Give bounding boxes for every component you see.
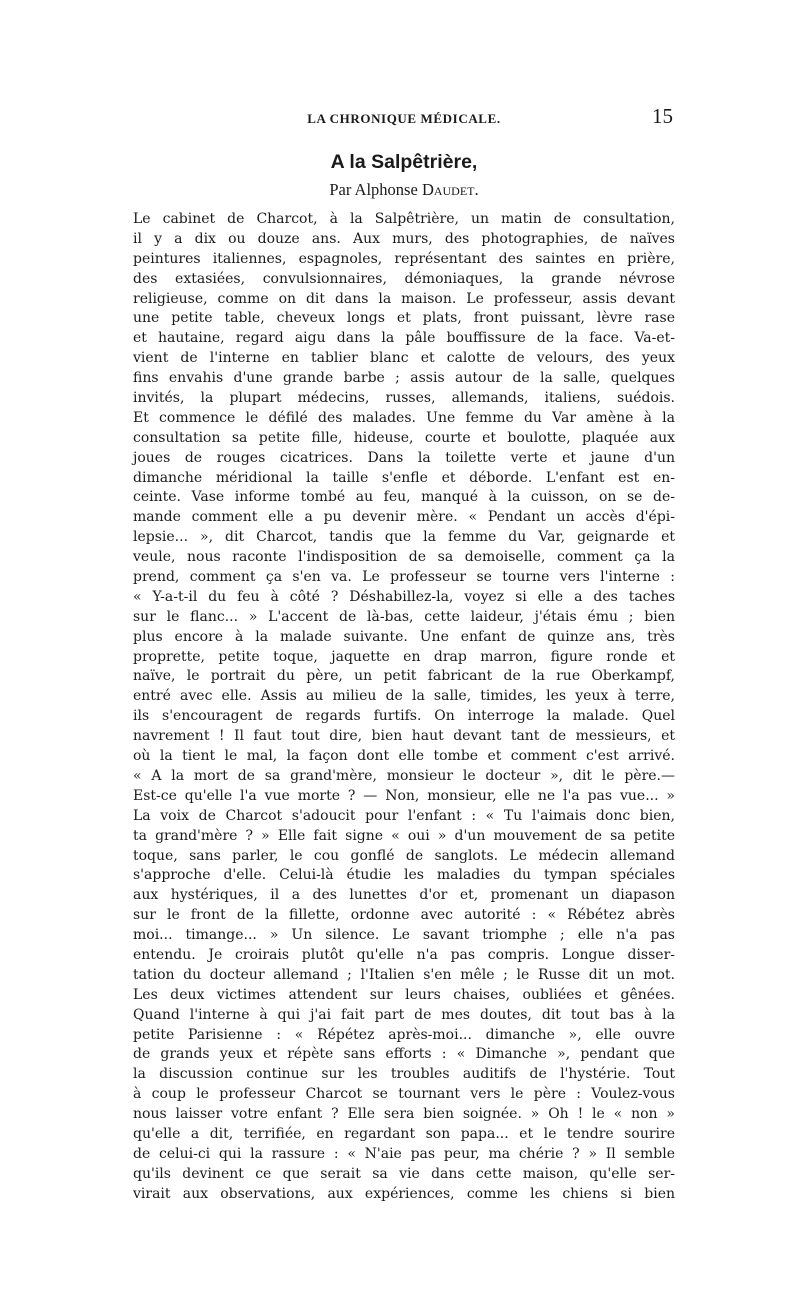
text-line: qu'elle a dit, terrifiée, en regardant son papa... et le tendre sourire — [133, 1125, 675, 1142]
text-line: et hautaine, regard aigu dans la pâle bouffissure de la face. Va-et- — [133, 330, 675, 347]
byline-prefix: Par Alphonse — [329, 180, 422, 199]
text-line: s'approche d'elle. Celui-là étudie les maladies du tympan spéciales — [133, 867, 675, 884]
text-line: plus encore à la malade suivante. Une enfant de quinze ans, très — [133, 628, 675, 645]
text-line: vient de l'interne en tablier blanc et calotte de velours, des yeux — [133, 350, 675, 367]
text-line: Les deux victimes attendent sur leurs chaises, oubliées et gênées. — [133, 986, 675, 1003]
article-byline — [133, 180, 675, 200]
text-line: invités, la plupart médecins, russes, allemands, italiens, suédois. — [133, 390, 675, 407]
text-line: ceinte. Vase informe tombé au feu, manqué à la cuisson, on se de- — [133, 489, 675, 506]
text-line: tation du docteur allemand ; l'Italien s'en mêle ; le Russe dit un mot. — [133, 966, 675, 983]
text-line: de grands yeux et répète sans efforts : « Dimanche », pendant que — [133, 1046, 675, 1063]
page-number: 15 — [652, 104, 673, 128]
text-line: ils s'encouragent de regards furtifs. On interroge la malade. Quel — [133, 708, 675, 725]
text-line: « Y-a-t-il du feu à côté ? Déshabillez-la, voyez si elle a des taches — [133, 588, 675, 605]
text-line: la discussion continue sur les troubles auditifs de l'hystérie. Tout — [133, 1066, 675, 1083]
text-line: navrement ! Il faut tout dire, bien haut devant tant de messieurs, et — [133, 728, 675, 745]
text-line: naïve, le portrait du père, un petit fabricant de la rue Oberkampf, — [133, 668, 675, 685]
text-line: moi... timange... » Un silence. Le savant triomphe ; elle n'a pas — [133, 927, 675, 944]
text-line: ta grand'mère ? » Elle fait signe « oui » d'un mouvement de sa petite — [133, 827, 675, 844]
text-line: dimanche méridional la taille s'enfle et déborde. L'enfant est en- — [133, 469, 675, 486]
text-line: toque, sans parler, le cou gonflé de sanglots. Le médecin allemand — [133, 847, 675, 864]
text-line: peintures italiennes, espagnoles, représentant des saintes en prière, — [133, 250, 675, 267]
text-line: à coup le professeur Charcot se tournant vers le père : Voulez-vous — [133, 1086, 675, 1103]
text-line: mande comment elle a pu devenir mère. « Pendant un accès d'épi- — [133, 509, 675, 526]
text-line: aux hystériques, il a des lunettes d'or et, promenant un diapason — [133, 887, 675, 904]
text-line: petite Parisienne : « Répétez après-moi... dimanche », elle ouvre — [133, 1026, 675, 1043]
text-line: de celui-ci qui la rassure : « N'aie pas peur, ma chérie ? » Il semble — [133, 1145, 675, 1162]
text-line: Est-ce qu'elle l'a vue morte ? — Non, monsieur, elle ne l'a pas vue... » — [133, 787, 675, 804]
text-line: Le cabinet de Charcot, à la Salpêtrière, un matin de consultation, — [133, 211, 675, 227]
text-line: où la tient le mal, la façon dont elle tombe et comment c'est arrivé. — [133, 748, 675, 765]
text-line: qu'ils devinent ce que serait sa vie dans cette maison, qu'elle ser- — [133, 1165, 675, 1182]
text-line: des extasiées, convulsionnaires, démoniaques, la grande névrose — [133, 270, 675, 287]
text-line: entendu. Je croirais plutôt qu'elle n'a pas compris. Longue disser- — [133, 946, 675, 963]
text-line: consultation sa petite fille, hideuse, courte et boulotte, plaquée aux — [133, 429, 675, 446]
text-line: sur le flanc... » L'accent de là-bas, cette laideur, j'étais ému ; bien — [133, 608, 675, 625]
journal-title: LA CHRONIQUE MÉDICALE. — [307, 111, 501, 126]
byline-author: Daudet — [421, 180, 475, 199]
text-line: virait aux observations, aux expériences, comme les chiens si bien — [133, 1185, 675, 1202]
text-line: proprette, petite toque, jaquette en drap marron, figure ronde et — [133, 648, 675, 665]
article-body — [133, 210, 675, 1205]
running-header — [133, 104, 675, 134]
text-line: entré avec elle. Assis au milieu de la salle, timides, les yeux à terre, — [133, 688, 675, 705]
text-line: joues de rouges cicatrices. Dans la toilette verte et jaune d'un — [133, 449, 675, 466]
text-line: nous laisser votre enfant ? Elle sera bien soignée. » Oh ! le « non » — [133, 1106, 675, 1123]
text-line: religieuse, comme on dit dans la maison. Le professeur, assis devant — [133, 290, 675, 307]
text-line: fins envahis d'une grande barbe ; assis autour de la salle, quelques — [133, 370, 675, 387]
text-line: Quand l'interne à qui j'ai fait part de mes doutes, dit tout bas à la — [133, 1006, 675, 1023]
article-title: A la Salpêtrière, — [330, 151, 478, 173]
text-line: lepsie... », dit Charcot, tandis que la femme du Var, geignarde et — [133, 529, 675, 546]
text-line: La voix de Charcot s'adoucit pour l'enfant : « Tu l'aimais donc bien, — [133, 807, 675, 824]
byline-suffix: . — [474, 180, 479, 199]
text-line: une petite table, cheveux longs et plats, front puissant, lèvre rase — [133, 310, 675, 327]
text-line: Et commence le défilé des malades. Une femme du Var amène à la — [133, 409, 675, 426]
text-line: sur le front de la fillette, ordonne avec autorité : « Rébétez abrès — [133, 907, 675, 924]
text-line: prend, comment ça s'en va. Le professeur se tourne vers l'interne : — [133, 569, 675, 586]
text-line: il y a dix ou douze ans. Aux murs, des photographies, de naïves — [133, 230, 675, 247]
text-line: « A la mort de sa grand'mère, monsieur le docteur », dit le père.— — [133, 767, 675, 784]
text-line: veule, nous raconte l'indisposition de sa demoiselle, comment ça la — [133, 549, 675, 566]
